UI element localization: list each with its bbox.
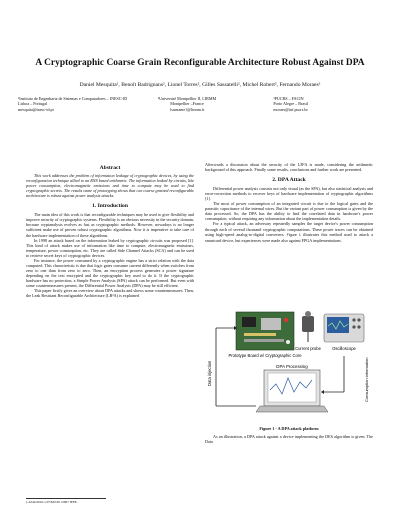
section-2-paragraph-text: illustrates this method used to attack a smartcard device, but experiences were made also against FPGA implementations. xyxy=(205,231,374,243)
footnote-rule xyxy=(26,498,106,499)
section-1-heading: 1. Introduction xyxy=(92,203,128,210)
paragraph-after-figure xyxy=(205,434,373,444)
current-probe-label: Current probe xyxy=(295,346,321,351)
paper-title: A Cryptographic Coarse Grain Reconfigurable Architecture Robust Against DPA xyxy=(35,58,365,68)
author-list: Daniel Mesquita¹, Benoît Badrignans², Lionel Torres², Gilles Sassatelli², Michel Robert², Fernando Moraes³ xyxy=(79,82,321,88)
current-probe-image xyxy=(302,311,314,342)
dpa-processing-label: DPA Processing xyxy=(276,364,308,369)
section-1-paragraph: This paper firstly gives an overview about DPA attacks and shows some countermeasures. Then, the Leak Resistant Reconfigurable Architecture (LR²A) is explained xyxy=(26,288,194,299)
abstract-heading: Abstract xyxy=(99,165,121,171)
affiliations xyxy=(18,96,386,112)
intro-continuation: Afterwards a discussion about the security of the LR²A is made, considering the arithmetic background of this approach. Finally some results, conclusions and further work are presented. xyxy=(205,162,373,173)
left-column xyxy=(26,166,194,298)
figure-caption: Figure 1 - A DPA attack platform xyxy=(259,426,319,431)
consumption-label: Consumption information xyxy=(364,357,369,402)
after-figure-text: As an illustration, a DPA attack against a device implementing the DES algorithm is given. The Data xyxy=(205,434,373,445)
right-column xyxy=(205,162,373,243)
section-2-paragraph xyxy=(205,221,373,242)
section-2-paragraph: The most of power consumption of an integrated circuit is due to the logical gates and the parasitic capacitance of the internal wires. But the variant part of power consumption is given by the data processed. So, the DPA has the ability to find the correlated data in hardware's power consumption, without requiring any information about the implementation details. xyxy=(205,201,373,222)
oscilloscope-image xyxy=(324,314,364,342)
section-1-paragraph: The main idea of this work is that reconfigurable techniques may be used to give flexibility and improve security of cryptographic systems. Flexibility is an obvious necessity in the security domain, because cryptanalysis evolves as fast as cryptographic methods. However, nowadays is no longer sufficient make use of proven robust cryptographic algorithms. Now it is imperative to take care of the hardware implementation of these algorithms. xyxy=(26,212,195,238)
affiliation-inesc: ¹Instituto de Engenharia de Sistemas e Computadores – INESC-ID Lisboa – Portugal mesquita@inesc-id.pt xyxy=(18,96,128,112)
dpa-processing-laptop-image xyxy=(256,370,328,412)
figure-reference[interactable]: Figure 1 xyxy=(286,232,301,237)
section-2-paragraph: Differential power analysis consists not only visual (as the SPA), but also statistical analysis and error-correction methods to recover keys of hardware implementation of cryptographic algorithms [1]. xyxy=(205,186,373,202)
affiliation-pucrs: ³PUCRS – FACIN Porto Alegre – Brasil moraes@inf.pucrs.br xyxy=(273,96,309,112)
section-1-paragraph: For instance, the power consumed by a cryptographic engine has a strict relation with the data computed. This characteristic is due that logic gates consume current differently when switches from zero to one than from zero to zero. Then, an encryption process generates a power signature depending on the text encrypted and the cryptographic key used to do it. If the cryptographic hardware has no protection, a Simple Power Analysis (SPA) attack can be performed. But even with some countermeasures present, the Differential Power Analysis (DPA) may be still efficient. xyxy=(26,257,194,288)
prototype-label: Prototype Board w/ Cryptographic Core xyxy=(228,353,302,358)
data-injection-label: Data injection xyxy=(207,360,212,386)
section-1-paragraph: In 1998 an attack based on the information leaked by cryptographic circuits was proposed [1]. This kind of attack makes use of information like time to compute, electromagnetic emissions, temperature, power consumption, etc. They are called Side Channel Attacks (SCA) and can be used to retrieve secret keys of cryptographic devices. xyxy=(26,237,194,258)
affiliation-lirmm: ²Université Montpellier II, LIRMM Montpellier –France {surname}@lirmm.fr xyxy=(157,96,217,112)
prototype-board-image xyxy=(236,312,294,350)
dpa-attack-figure xyxy=(206,306,372,423)
section-2-heading: 2. DPA Attack xyxy=(272,177,306,184)
copyright-footnote: 1-4244-0610-1/07/$20.00 c2007 IEEE. xyxy=(26,500,78,504)
oscilloscope-label: Oscilloscope xyxy=(332,346,356,351)
section-2-paragraph-text: For a typical attack, an adversary repeatedly samples the target device's power consumption through each of several thousand cryptographic computations. These power traces can be obtained using high-speed analog-to-digital converters. xyxy=(205,221,373,237)
abstract-text: This work addresses the problem of information leakage of cryptographic devices, by using the reconfiguration technique allied to an RNS based arithmetic. The information leaked by circuits, like power consumption, electromagnetic emissions and time to compute may be used to find cryptographic secrets. The results came of prototyping shows that our coarse grained reconfigurable architecture is robust against power analysis attacks. xyxy=(26,173,194,199)
